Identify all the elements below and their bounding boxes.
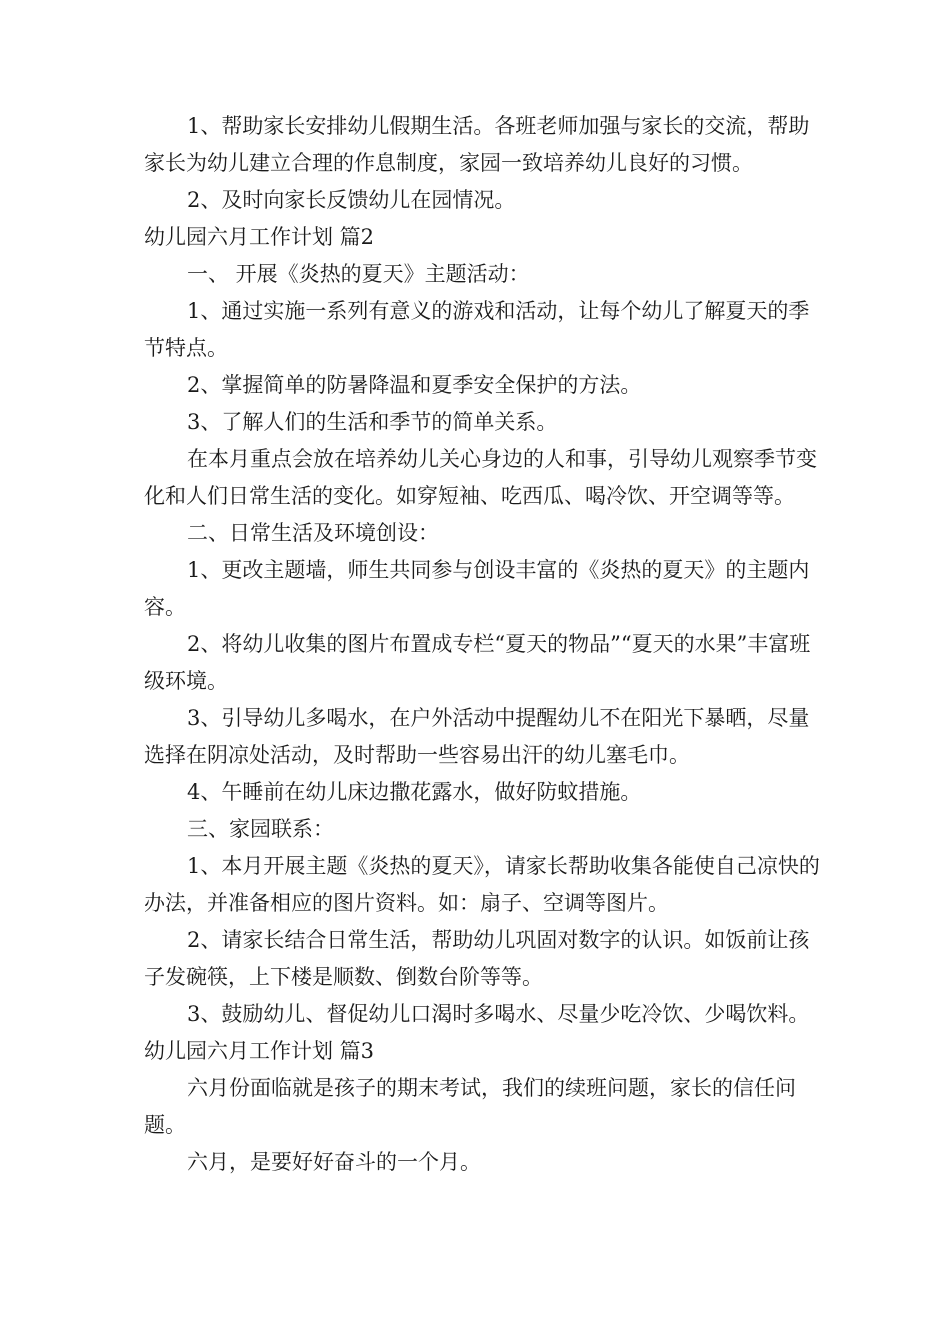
paragraph: 1、通过实施一系列有意义的游戏和活动，让每个幼儿了解夏天的季节特点。: [144, 299, 810, 360]
paragraph: 1、更改主题墙，师生共同参与创设丰富的《炎热的夏天》的主题内容。: [144, 558, 810, 619]
paragraph: 三、家园联系：: [187, 817, 334, 841]
paragraph: 1、帮助家长安排幼儿假期生活。各班老师加强与家长的交流，帮助家长为幼儿建立合理的作息制度，家园一致培养幼儿良好的习惯。: [144, 114, 810, 175]
paragraph: 4、午睡前在幼儿床边撒花露水，做好防蚊措施。: [187, 780, 642, 804]
document-body: [144, 108, 820, 1181]
paragraph: 在本月重点会放在培养幼儿关心身边的人和事，引导幼儿观察季节变化和人们日常生活的变化。如穿短袖、吃西瓜、喝冷饮、开空调等等。: [144, 447, 817, 508]
paragraph: 2、掌握简单的防暑降温和夏季安全保护的方法。: [187, 373, 642, 397]
paragraph: 3、了解人们的生活和季节的简单关系。: [187, 410, 558, 434]
paragraph: 2、将幼儿收集的图片布置成专栏“夏天的物品”“夏天的水果”丰富班级环境。: [144, 632, 811, 693]
section-heading: 幼儿园六月工作计划 篇3: [144, 1039, 375, 1063]
paragraph: 二、日常生活及环境创设：: [187, 521, 439, 545]
paragraph: 2、及时向家长反馈幼儿在园情况。: [187, 188, 516, 212]
paragraph: 1、本月开展主题《炎热的夏天》，请家长帮助收集各能使自己凉快的办法，并准备相应的图片资料。如：扇子、空调等图片。: [144, 854, 820, 915]
paragraph: 3、鼓励幼儿、督促幼儿口渴时多喝水、尽量少吃冷饮、少喝饮料。: [187, 1002, 810, 1026]
paragraph: 六月，是要好好奋斗的一个月。: [187, 1150, 481, 1174]
section-heading: 幼儿园六月工作计划 篇2: [144, 225, 375, 249]
paragraph: 六月份面临就是孩子的期末考试，我们的续班问题，家长的信任问题。: [144, 1076, 796, 1137]
paragraph: 一、 开展《炎热的夏天》主题活动：: [187, 262, 530, 286]
paragraph: 3、引导幼儿多喝水，在户外活动中提醒幼儿不在阳光下暴晒，尽量选择在阴凉处活动，及时帮助一些容易出汗的幼儿塞毛巾。: [144, 706, 810, 767]
paragraph: 2、请家长结合日常生活，帮助幼儿巩固对数字的认识。如饭前让孩子发碗筷，上下楼是顺数、倒数台阶等等。: [144, 928, 810, 989]
